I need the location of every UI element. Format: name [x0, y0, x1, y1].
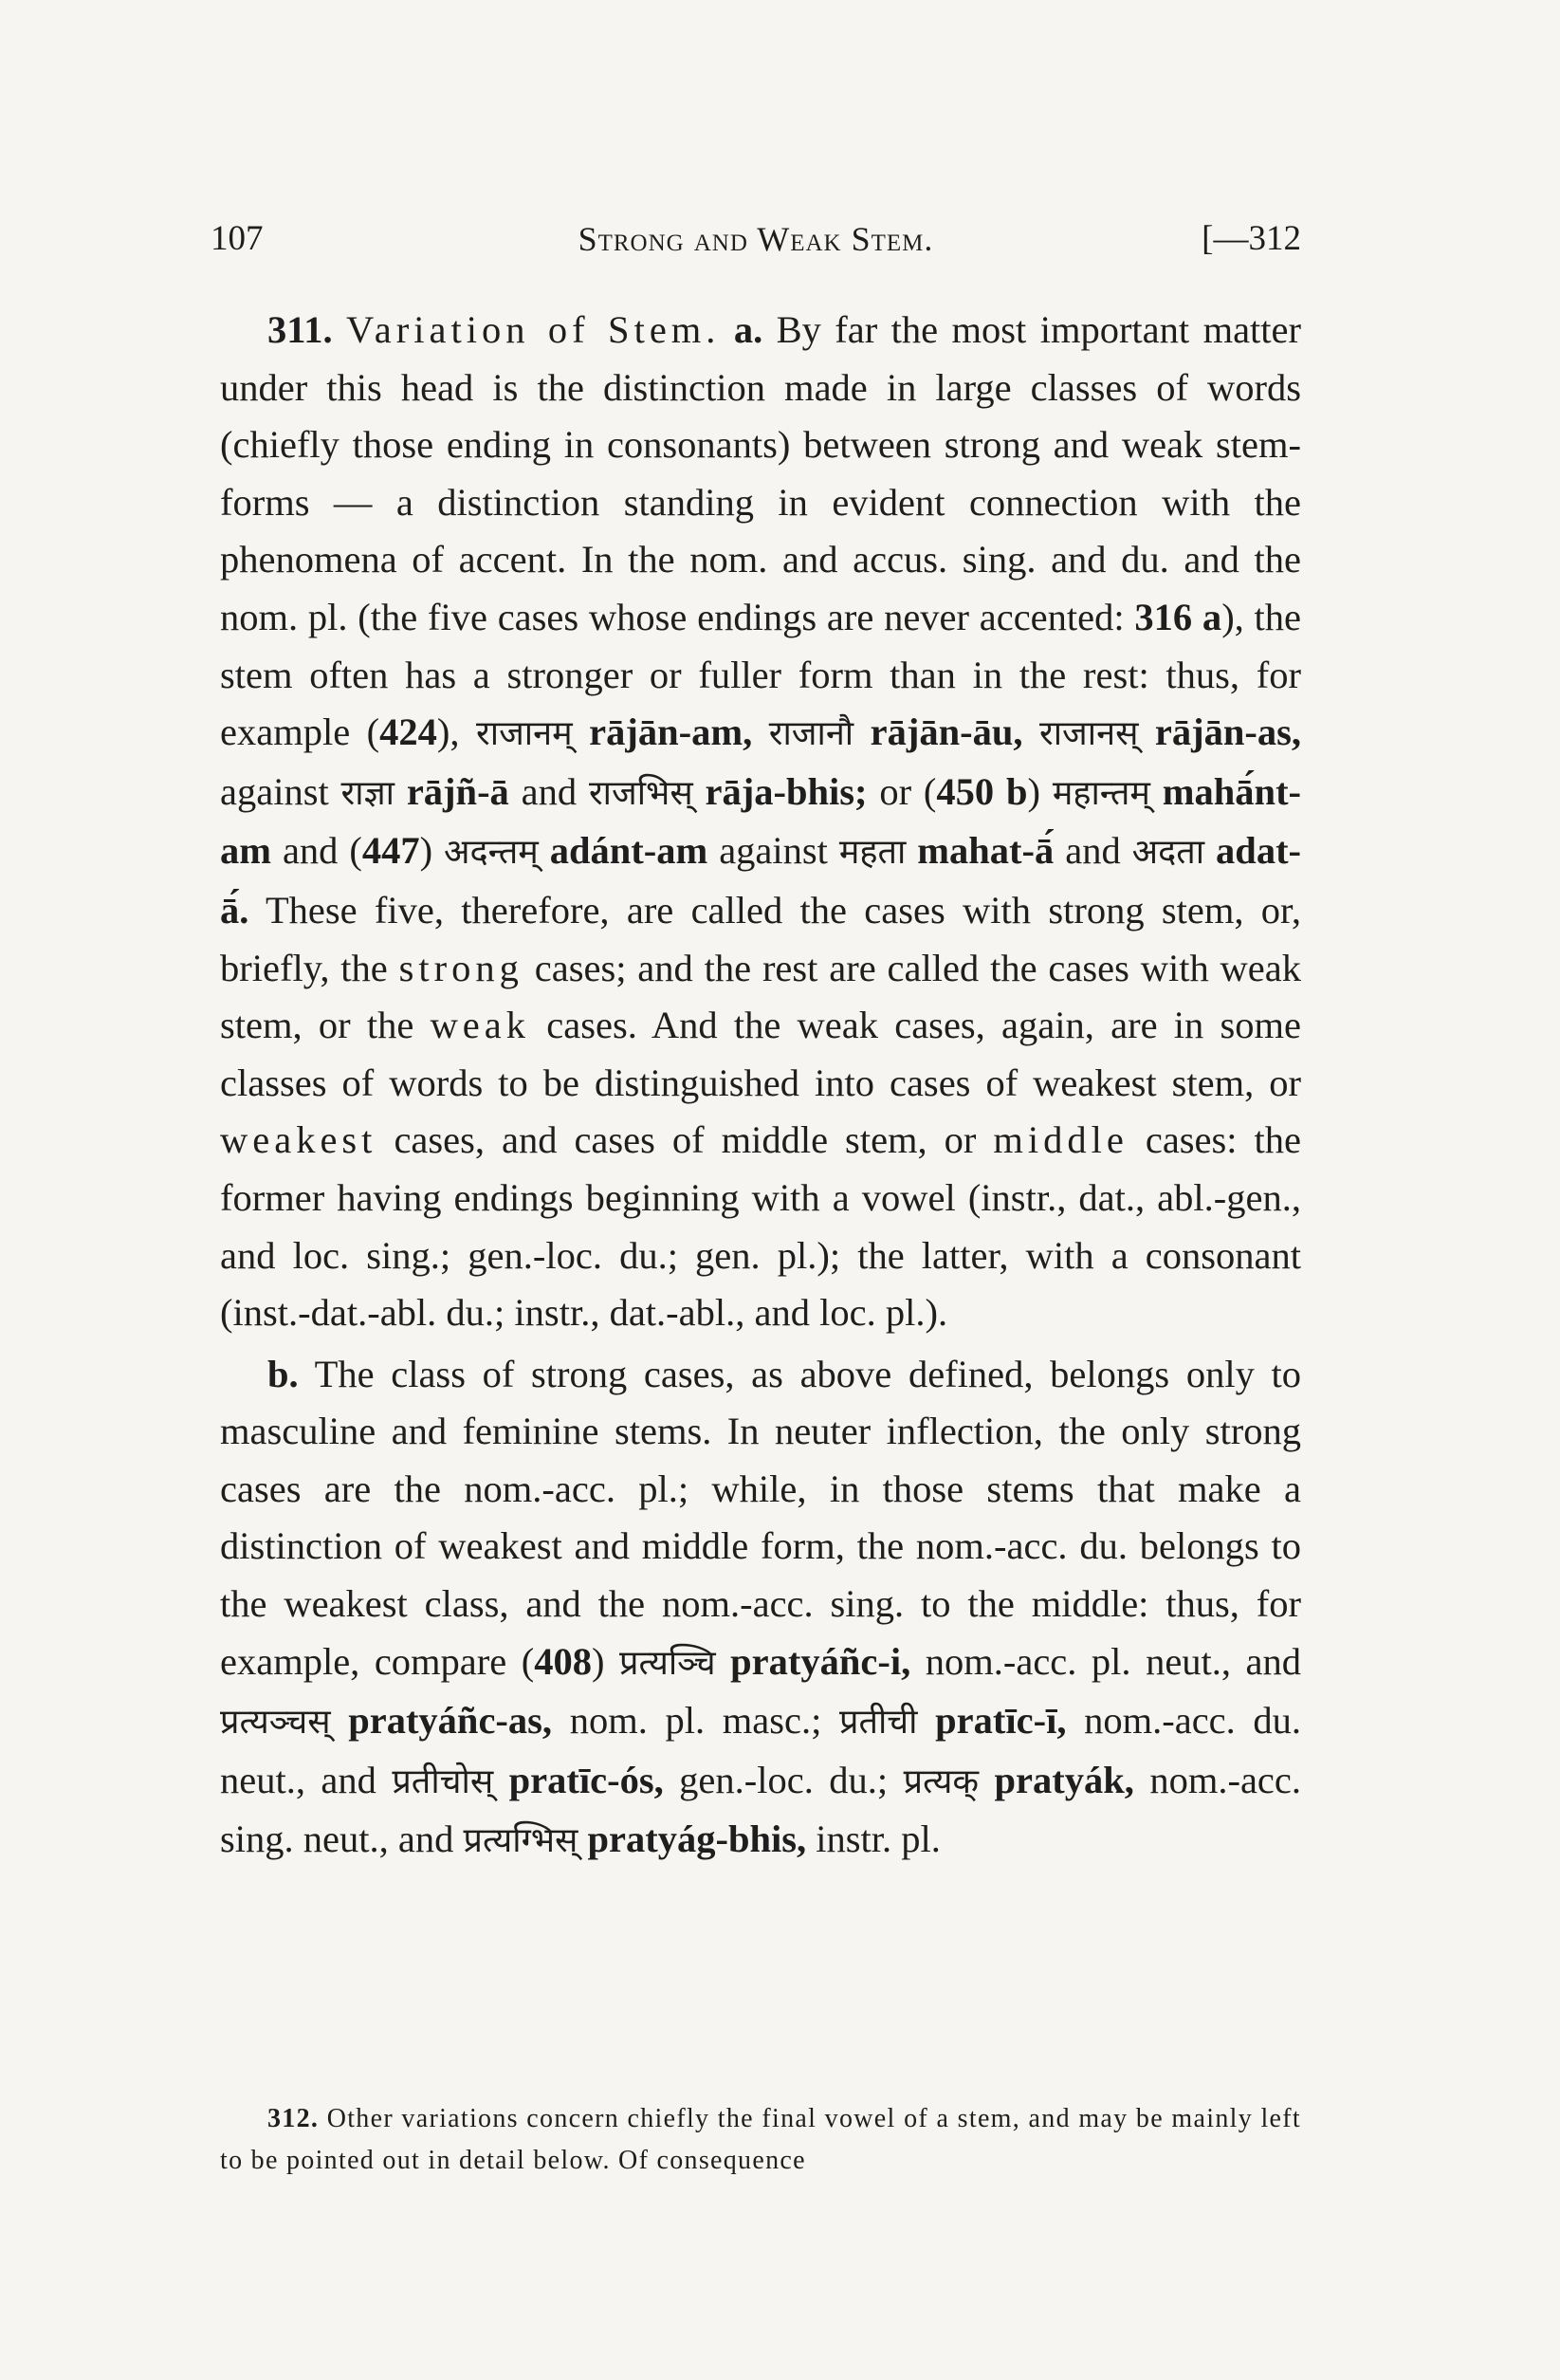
devanagari-word: महता	[838, 833, 907, 873]
transliteration: pratīc-ós,	[508, 1758, 664, 1801]
text-run: ),	[436, 710, 460, 754]
transliteration: pratyág-bhis,	[587, 1817, 807, 1861]
devanagari-word: प्रत्यञ्चि	[619, 1643, 716, 1683]
transliteration: pratyáñc-i,	[730, 1639, 911, 1683]
text-run: By far the most important matter under this head is the distinction made in large classes of words (chiefly those ending in consonants) between strong and weak stem-forms — a distinction standing in evident connection with the phenomena of accent. In the nom. and accus. sing. and du. and the nom. pl. (the five cases whose endings are never accented:	[220, 308, 1302, 638]
paragraph-311b	[220, 1346, 1301, 1871]
text-run: and	[1065, 829, 1121, 873]
text-run: Other variations concern chiefly the final vowel of a stem, and may be mainly left to be pointed out in detail below. Of consequence	[220, 2104, 1301, 2175]
subsection-label-b: b.	[267, 1352, 299, 1395]
devanagari-word: महान्तम्	[1052, 773, 1150, 813]
section-heading: Variation of Stem.	[346, 308, 721, 351]
text-run: )	[419, 829, 433, 873]
transliteration: rāja-bhis;	[705, 769, 868, 813]
transliteration: adánt-am	[549, 829, 708, 873]
paragraph-311a	[220, 302, 1301, 1342]
text-run: and (	[282, 829, 362, 873]
cross-reference: 450 b	[936, 769, 1028, 813]
devanagari-word: प्रत्यक्	[903, 1762, 980, 1801]
devanagari-word: अदता	[1131, 833, 1205, 873]
section-range: [—312	[1202, 219, 1301, 258]
transliteration: rājān-am,	[589, 710, 753, 754]
section-312	[220, 2098, 1301, 2182]
text-run: nom.-acc. pl. neut., and	[925, 1639, 1302, 1683]
transliteration: adat-ā́.	[220, 829, 1302, 932]
text-run: nom. pl. masc.;	[569, 1699, 822, 1743]
spaced-term: weakest	[220, 1118, 377, 1162]
transliteration: pratyáñc-as,	[348, 1699, 553, 1743]
transliteration: rājñ-ā	[406, 769, 509, 813]
text-run: cases, and cases of middle stem, or	[394, 1118, 977, 1162]
devanagari-word: राजानौ	[768, 714, 854, 754]
spaced-term: weak	[430, 1004, 531, 1047]
text-run: These five, therefore, are called the cases with strong stem, or, briefly, the	[220, 888, 1301, 989]
paragraph-312	[220, 2098, 1301, 2182]
text-run: against	[719, 829, 828, 873]
devanagari-word: राजभिस्	[588, 773, 693, 813]
transliteration: pratīc-ī,	[935, 1699, 1067, 1743]
section-number: 311.	[267, 308, 333, 351]
text-run: or (	[879, 769, 937, 813]
text-run: nom.-acc. sing. neut., and	[220, 1758, 1301, 1861]
text-run: against	[220, 769, 329, 813]
devanagari-word: राज्ञा	[340, 773, 395, 813]
devanagari-word: प्रतीचोस्	[392, 1762, 494, 1801]
cross-reference: 408	[534, 1639, 592, 1683]
transliteration: mahat-ā́	[917, 829, 1055, 873]
subsection-label-a: a.	[733, 308, 763, 351]
text-run: cases. And the weak cases, again, are in some classes of words to be distinguished into cases of weakest stem, or	[220, 1004, 1302, 1104]
devanagari-word: राजानम्	[476, 714, 573, 754]
section-number: 312.	[267, 2104, 320, 2133]
transliteration: mahā́nt-am	[220, 769, 1302, 873]
main-text	[220, 302, 1301, 1871]
transliteration: rājān-āu,	[870, 710, 1023, 754]
cross-reference: 424	[379, 710, 437, 754]
text-run: cases: the former having endings beginning with a vowel (instr., dat., abl.-gen., and loc. sing.; gen.-loc. du.; gen. pl.); the latter, with a consonant (inst.-dat.-abl. du.; instr., dat.-abl., and loc. pl.).	[220, 1118, 1302, 1335]
page-number: 107	[211, 219, 264, 258]
text-run: nom.-acc. du. neut., and	[220, 1699, 1302, 1801]
spaced-term: strong	[398, 946, 523, 989]
devanagari-word: प्रतीची	[838, 1703, 918, 1743]
text-run: ), the stem often has a stronger or fuller form than in the rest: thus, for example (	[220, 595, 1302, 754]
running-header	[211, 211, 1301, 268]
text-run: )	[592, 1639, 605, 1683]
text-run: )	[1027, 769, 1041, 813]
cross-reference: 316 a	[1134, 595, 1222, 638]
devanagari-word: प्रत्यग्भिस्	[463, 1821, 578, 1861]
spaced-term: middle	[993, 1118, 1129, 1162]
text-run: and	[521, 769, 578, 813]
devanagari-word: अदन्तम्	[444, 833, 539, 873]
transliteration: pratyák,	[994, 1758, 1134, 1801]
cross-reference: 447	[361, 829, 420, 873]
text-run: cases; and the rest are called the cases with weak stem, or the	[220, 946, 1302, 1047]
text-run: gen.-loc. du.;	[679, 1758, 889, 1801]
devanagari-word: राजानस्	[1039, 714, 1139, 754]
running-title: Strong and Weak Stem.	[578, 220, 934, 258]
devanagari-word: प्रत्यञ्चस्	[220, 1703, 331, 1743]
transliteration: rājān-as,	[1154, 710, 1302, 754]
text-run: The class of strong cases, as above defined, belongs only to masculine and feminine stems. In neuter inflection, the only strong cases are the nom.-acc. pl.; while, in those stems that make a distinction of weakest and middle form, the nom.-acc. du. belongs to the weakest class, and the nom.-acc. sing. to the middle: thus, for example, compare (	[220, 1352, 1301, 1683]
text-run: instr. pl.	[816, 1817, 941, 1861]
